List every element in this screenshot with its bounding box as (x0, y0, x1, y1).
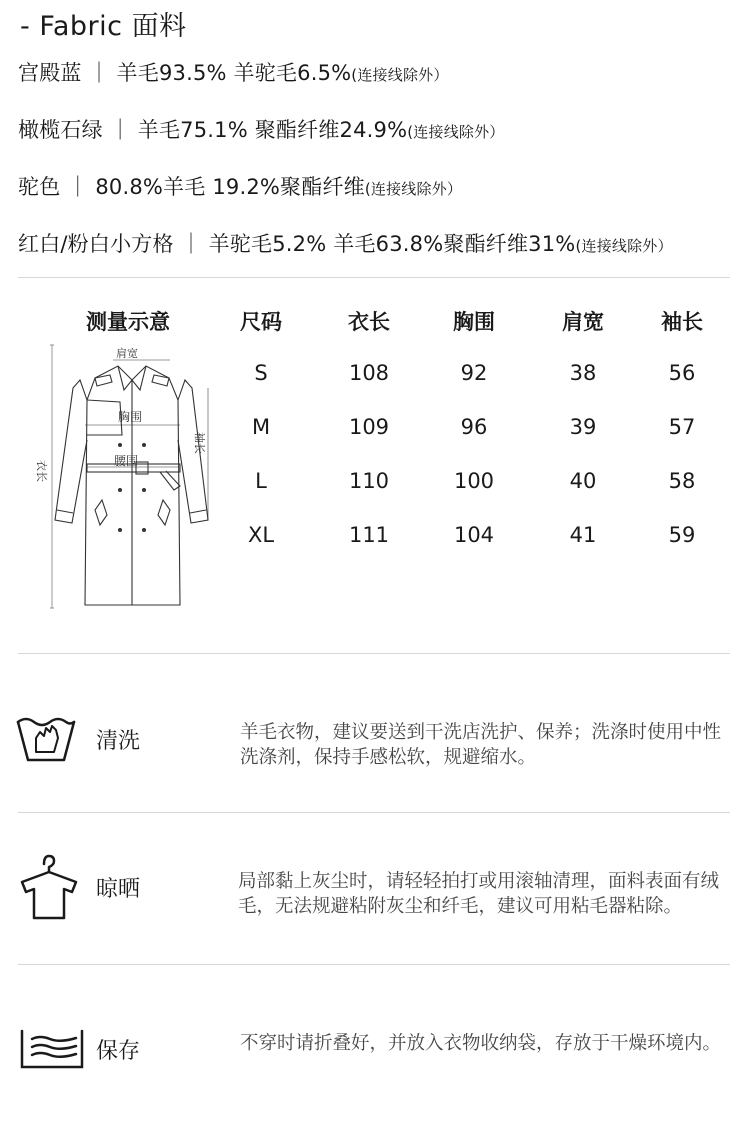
fabric-row-camel (18, 171, 462, 201)
fabric-row-check (18, 228, 673, 258)
care-text-wash: 羊毛衣物，建议要送到干洗店洗护、保养；洗涤时使用中性洗涤剂，保持手感松软，规避缩水。 (240, 722, 722, 768)
fabric-note: (连接线除外） (351, 66, 449, 84)
fabric-note: (连接线除外） (575, 237, 673, 255)
header-length: 衣长 (348, 310, 390, 334)
table-cell: 96 (460, 415, 488, 439)
table-cell: S (254, 361, 268, 385)
table-cell: M (251, 415, 271, 439)
table-cell: 92 (460, 361, 488, 385)
care-text-store: 不穿时请折叠好，并放入衣物收纳袋，存放于干燥环境内。 (240, 1033, 722, 1054)
fabric-row-palace-blue (18, 57, 449, 87)
hand-wash-icon (14, 708, 78, 764)
table-cell: 57 (668, 415, 696, 439)
table-cell: XL (247, 523, 275, 547)
fabric-note: (连接线除外） (364, 180, 463, 198)
header-chest: 胸围 (453, 310, 495, 334)
header-shoulder: 肩宽 (562, 310, 604, 334)
fold-storage-icon (18, 1027, 86, 1071)
fabric-composition: 驼色 ｜ 80.8%羊毛 19.2%聚酯纤维 (18, 175, 365, 199)
diagram-label-sleeve: 袖长 (193, 432, 206, 454)
table-cell: 40 (569, 469, 597, 493)
header-size: 尺码 (240, 310, 282, 334)
fabric-composition: 橄榄石绿 ｜ 羊毛75.1% 聚酯纤维24.9% (18, 118, 408, 142)
section-divider (18, 812, 730, 813)
fabric-composition: 宫殿蓝 ｜ 羊毛93.5% 羊驼毛6.5% (18, 61, 352, 85)
section-divider (18, 277, 730, 278)
header-sleeve: 袖长 (661, 310, 703, 334)
table-cell: 59 (668, 523, 696, 547)
care-label-dry: 晾晒 (96, 877, 141, 902)
table-cell: 58 (668, 469, 696, 493)
table-cell: 39 (569, 415, 597, 439)
table-cell: 38 (569, 361, 597, 385)
fabric-composition: 红白/粉白小方格 ｜ 羊驼毛5.2% 羊毛63.8%聚酯纤维31% (18, 232, 576, 256)
fabric-note: (连接线除外） (407, 123, 505, 141)
diagram-label-shoulder: 肩宽 (116, 347, 138, 360)
care-label-wash: 清洗 (96, 729, 141, 754)
care-label-store: 保存 (96, 1039, 141, 1064)
diagram-header: 测量示意 (86, 310, 170, 334)
section-divider (18, 964, 730, 965)
section-divider (18, 653, 730, 654)
diagram-label-chest: 胸围 (118, 410, 143, 424)
table-cell: 111 (348, 523, 390, 547)
fabric-row-olive-green (18, 114, 505, 144)
table-cell: 110 (348, 469, 390, 493)
table-cell: 109 (348, 415, 390, 439)
diagram-label-waist: 腰围 (114, 454, 139, 468)
table-cell: 41 (569, 523, 597, 547)
table-cell: 56 (668, 361, 696, 385)
diagram-label-length: 衣长 (35, 460, 48, 482)
table-cell: 100 (453, 469, 495, 493)
hanger-shirt-icon (16, 852, 82, 922)
care-text-dry: 局部黏上灰尘时，请轻轻拍打或用滚轴清理，面料表面有绒毛，无法规避粘附灰尘和纤毛，建议可用粘毛器粘除。 (238, 871, 720, 917)
table-cell: L (255, 469, 267, 493)
table-cell: 108 (348, 361, 390, 385)
measurement-diagram (35, 340, 225, 615)
table-cell: 104 (453, 523, 495, 547)
fabric-title: - Fabric 面料 (20, 11, 187, 42)
